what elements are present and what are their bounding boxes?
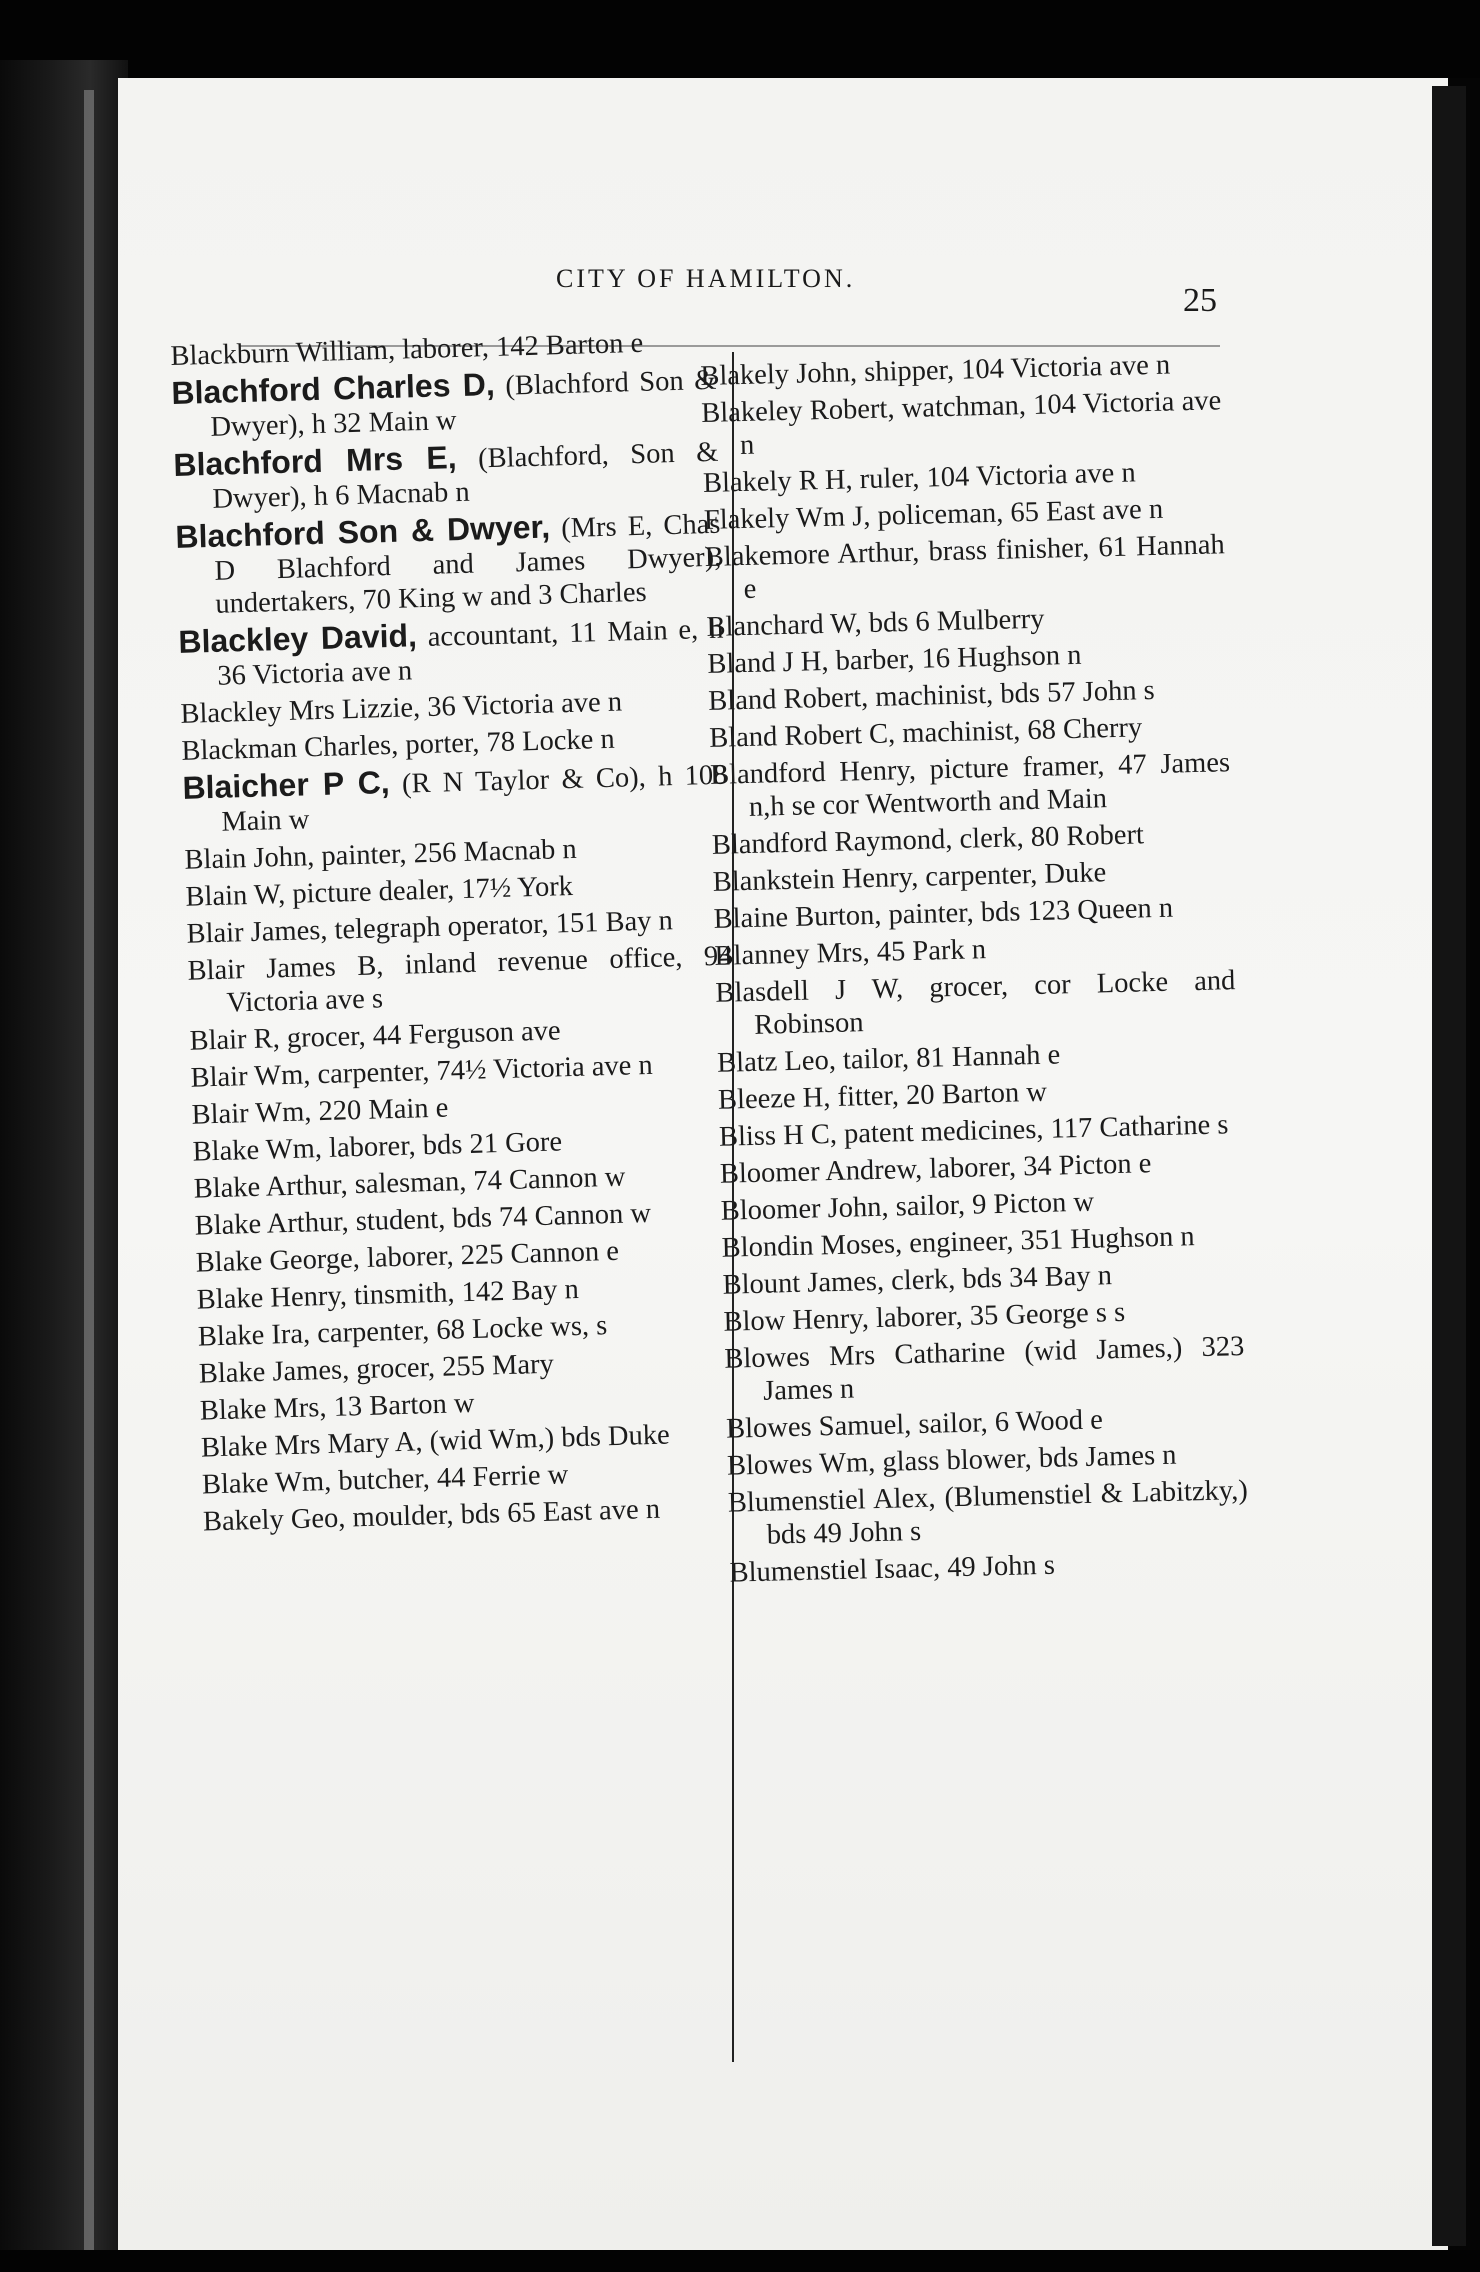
entry-text: Blair James, telegraph operator, 151 Bay n xyxy=(186,905,674,950)
entry-text: Blandford Henry, picture framer, 47 James n,h se cor Wentworth and Main xyxy=(709,747,1231,823)
entry-text: Blow Henry, laborer, 35 George s s xyxy=(723,1296,1126,1338)
entry-text: Blain John, painter, 256 Macnab n xyxy=(184,833,578,876)
entry-text: Blair James B, inland revenue office, 94 Victoria ave s xyxy=(187,940,733,1019)
entry-text: Blakely John, shipper, 104 Victoria ave n xyxy=(700,349,1171,392)
entry-text: Bloomer Andrew, laborer, 34 Picton e xyxy=(719,1148,1152,1190)
entry-text: Blowes Mrs Catharine (wid James,) 323 James n xyxy=(724,1331,1245,1407)
directory-entry xyxy=(704,528,1225,607)
entry-text: Blake George, laborer, 225 Cannon e xyxy=(195,1235,620,1279)
entry-text: Blake Wm, butcher, 44 Ferrie w xyxy=(201,1459,569,1501)
entry-text: Blake Arthur, student, bds 74 Cannon w xyxy=(194,1197,652,1242)
entry-text: Blandford Raymond, clerk, 80 Robert xyxy=(711,819,1145,861)
entry-text: Blanchard W, bds 6 Mulberry xyxy=(706,603,1045,643)
entry-text: Blondin Moses, engineer, 351 Hughson n xyxy=(721,1221,1195,1264)
entry-text: Flakely Wm J, policeman, 65 East ave n xyxy=(703,493,1164,536)
entry-text: Bliss H C, patent medicines, 117 Catharine s xyxy=(718,1109,1229,1153)
scan-border-top xyxy=(0,0,1480,78)
entry-text: (Mrs E, Chas D Blachford and James Dwyer), undertakers, 70 King w and 3 Charles xyxy=(214,508,722,620)
entry-text: Blair R, grocer, 44 Ferguson ave xyxy=(189,1015,562,1057)
directory-entry xyxy=(182,757,729,840)
entry-text: Blowes Wm, glass blower, bds James n xyxy=(726,1439,1177,1482)
directory-entry xyxy=(173,434,720,517)
entry-text: Blackley Mrs Lizzie, 36 Victoria ave n xyxy=(180,686,623,730)
entry-text: Blackman Charles, porter, 78 Locke n xyxy=(181,723,616,767)
entry-text: Blount James, clerk, bds 34 Bay n xyxy=(722,1260,1113,1301)
entry-text: Blair Wm, carpenter, 74½ Victoria ave n xyxy=(190,1049,654,1094)
entry-text: (Blachford Son & Dwyer), h 32 Main w xyxy=(210,364,717,443)
entry-text: Bland J H, barber, 16 Hughson n xyxy=(707,639,1082,680)
entry-text: Blakeley Robert, watchman, 104 Victoria ave n xyxy=(700,385,1222,462)
entry-text: Bakely Geo, moulder, bds 65 East ave n xyxy=(202,1493,661,1538)
left-column xyxy=(170,325,748,1543)
directory-entry xyxy=(728,1474,1249,1553)
entry-text: Bland Robert C, machinist, 68 Cherry xyxy=(708,712,1143,754)
directory-entry xyxy=(171,362,718,445)
entry-text: accountant, 11 Main e, h 36 Victoria ave n xyxy=(216,613,724,692)
entry-text: (Blachford, Son & Dwyer), h 6 Macnab n xyxy=(212,436,719,515)
entry-text: Blain W, picture dealer, 17½ York xyxy=(185,870,574,913)
entry-text: Blake Henry, tinsmith, 142 Bay n xyxy=(196,1273,580,1316)
entry-text: Blumenstiel Alex, (Blumenstiel & Labitzky,) bds 49 John s xyxy=(727,1474,1249,1551)
running-header: CITY OF HAMILTON. xyxy=(556,264,856,293)
directory-entry xyxy=(729,1544,1250,1590)
entry-text: Blake Mrs Mary A, (wid Wm,) bds Duke xyxy=(200,1419,671,1464)
directory-entry xyxy=(701,384,1222,463)
directory-entry xyxy=(187,940,734,1021)
entry-text: Blankstein Henry, carpenter, Duke xyxy=(712,857,1107,898)
entry-text: Blake Ira, carpenter, 68 Locke ws, s xyxy=(197,1310,608,1353)
directory-entry xyxy=(178,611,725,694)
entry-text: Blake Arthur, salesman, 74 Cannon w xyxy=(193,1161,626,1205)
entry-text: Blackburn William, laborer, 142 Barton e xyxy=(170,327,644,372)
entry-name-bold: Blachford Mrs E, xyxy=(172,439,458,483)
entry-text: Bloomer John, sailor, 9 Picton w xyxy=(720,1186,1095,1227)
entry-text: Blatz Leo, tailor, 81 Hannah e xyxy=(716,1039,1061,1079)
binding-highlight xyxy=(84,90,94,2260)
directory-entry xyxy=(724,1330,1245,1409)
entry-text: Blumenstiel Isaac, 49 John s xyxy=(729,1549,1056,1589)
directory-entry xyxy=(710,746,1231,825)
directory-entry xyxy=(175,506,723,622)
entry-text: Blasdell J W, grocer, cor Locke and Robinson xyxy=(715,965,1236,1041)
entry-text: Blake James, grocer, 255 Mary xyxy=(198,1348,555,1390)
right-column xyxy=(700,347,1250,1593)
entry-name-bold: Blackley David, xyxy=(177,617,418,660)
entry-text: Blake Mrs, 13 Barton w xyxy=(199,1387,475,1427)
entry-text: Blaine Burton, painter, bds 123 Queen n xyxy=(713,892,1174,935)
entry-name-bold: Blachford Charles D, xyxy=(170,365,496,411)
entry-text: Blowes Samuel, sailor, 6 Wood e xyxy=(725,1404,1104,1445)
book-binding xyxy=(0,60,128,2272)
entry-text: (R N Taylor & Co), h 108 Main w xyxy=(221,759,728,838)
scan-border-bottom xyxy=(0,2250,1480,2272)
entry-text: Blair Wm, 220 Main e xyxy=(191,1092,449,1131)
entry-name-bold: Blachford Son & Dwyer, xyxy=(174,508,551,555)
page-number: 25 xyxy=(1183,282,1217,319)
entry-text: Blanney Mrs, 45 Park n xyxy=(714,934,987,972)
page-edge-shadow xyxy=(1432,86,1466,2246)
entry-text: Blake Wm, laborer, bds 21 Gore xyxy=(192,1126,563,1168)
entry-text: Bland Robert, machinist, bds 57 John s xyxy=(707,674,1156,717)
entry-text: Blakemore Arthur, brass finisher, 61 Hannah e xyxy=(704,529,1226,605)
directory-entry xyxy=(715,964,1236,1043)
entry-text: Blakely R H, ruler, 104 Victoria ave n xyxy=(702,457,1136,499)
entry-name-bold: Blaicher P C, xyxy=(182,764,391,806)
entry-text: Bleeze H, fitter, 20 Barton w xyxy=(717,1076,1048,1116)
